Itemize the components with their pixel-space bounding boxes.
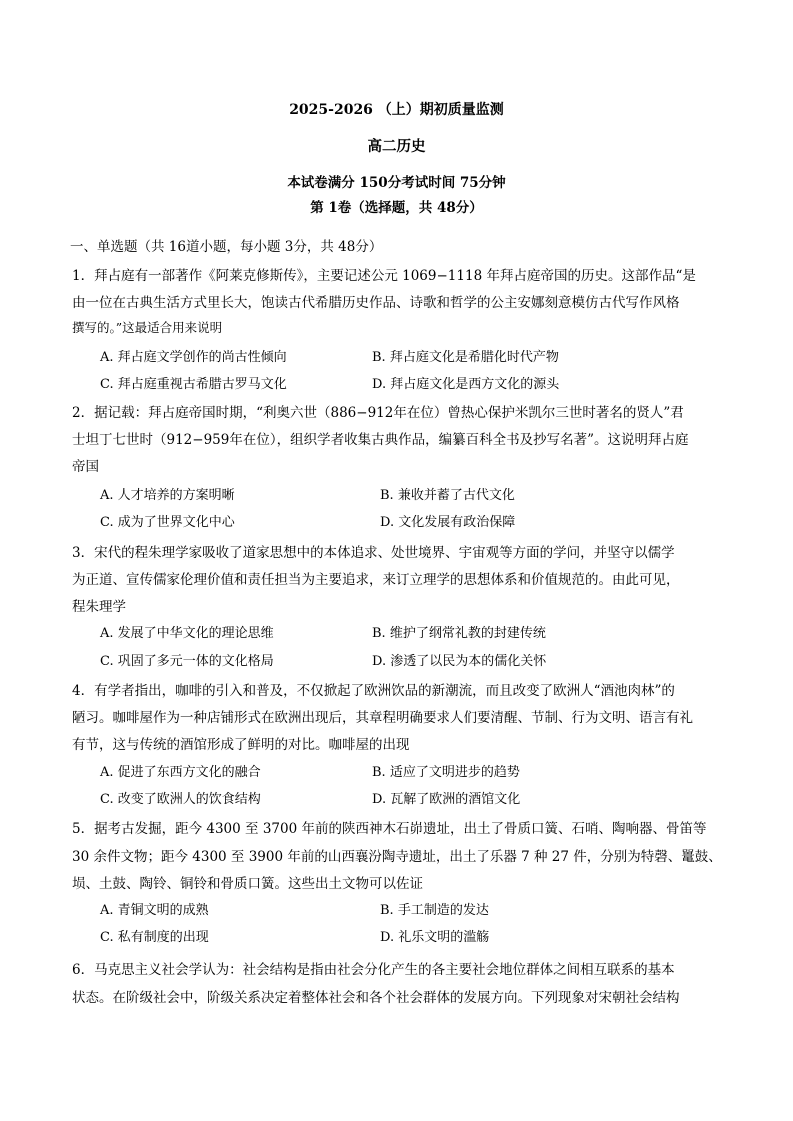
q2-option-c: C. 成为了世界文化中心 — [100, 515, 235, 530]
q6-line-2: 状态。在阶级社会中，阶级关系决定着整体社会和各个社会群体的发展方向。下列现象对宋朝社会结构 — [72, 990, 680, 1006]
q3-line-1: 3．宋代的程朱理学家吸收了道家思想中的本体追求、处世境界、宇宙观等方面的学问，并坚守以儒学 — [72, 545, 675, 561]
q6-line-1: 6．马克思主义社会学认为：社会结构是指由社会分化产生的各主要社会地位群体之间相互联系的基本 — [72, 962, 675, 978]
q2-line-2: 士坦丁七世时（912−959年在位），组织学者收集古典作品，编纂百科全书及抄写名著”。这说明拜占庭 — [72, 432, 689, 448]
q5-line-2: 30 余件文物；距今 4300 至 3900 年前的山西襄汾陶寺遗址，出土了乐器 7 种 27 件，分别为特磬、鼍鼓、 — [72, 849, 722, 865]
q1-option-d: D. 拜占庭文化是西方文化的源头 — [372, 377, 560, 392]
subject-title: 高二历史 — [367, 138, 426, 155]
q1-line-2: 由一位在古典生活方式里长大，饱读古代希腊历史作品、诗歌和哲学的公主安娜刻意模仿古代写作风格 — [72, 295, 680, 311]
q1-line-3: 撰写的。”这最适合用来说明 — [72, 320, 223, 335]
q3-option-d: D. 渗透了以民为本的儒化关怀 — [372, 654, 547, 669]
q4-line-2: 陋习。咖啡屋作为一种店铺形式在欧洲出现后，其章程明确要求人们要清醒、节制、行为文明、语言有礼 — [72, 710, 693, 726]
q4-option-b: B. 适应了文明进步的趋势 — [372, 765, 520, 780]
q1-option-a: A. 拜占庭文学创作的尚古性倾向 — [100, 350, 287, 365]
q4-line-3: 有节，这与传统的酒馆形成了鲜明的对比。咖啡屋的出现 — [72, 737, 410, 753]
q5-option-d: D. 礼乐文明的滥觞 — [380, 930, 490, 945]
q5-option-c: C. 私有制度的出现 — [100, 930, 209, 945]
q3-line-2: 为正道、宣传儒家伦理价值和责任担当为主要追求，来订立理学的思想体系和价值规范的。由此可见， — [72, 572, 680, 588]
section-heading: 一、单选题（共 16道小题，每小题 3分，共 48分） — [70, 239, 383, 255]
q2-option-b: B. 兼收并蓄了古代文化 — [380, 488, 515, 503]
q2-line-3: 帝国 — [72, 459, 99, 475]
exam-title: 2025-2026 （上）期初质量监测 — [289, 102, 504, 118]
q3-option-b: B. 维护了纲常礼教的封建传统 — [372, 626, 546, 641]
q4-line-1: 4．有学者指出，咖啡的引入和普及，不仅掀起了欧洲饮品的新潮流，而且改变了欧洲人“酒池肉林”的 — [72, 683, 675, 699]
q4-option-c: C. 改变了欧洲人的饮食结构 — [100, 792, 261, 807]
q1-line-1: 1．拜占庭有一部著作《阿莱克修斯传》，主要记述公元 1069−1118 年拜占庭帝国的历史。这部作品“是 — [72, 268, 696, 284]
q2-line-1: 2．据记载：拜占庭帝国时期，“利奥六世（886−912年在位）曾热心保护米凯尔三世时著名的贤人”君 — [72, 405, 684, 421]
q5-line-1: 5．据考古发掘，距今 4300 至 3700 年前的陕西神木石峁遗址，出土了骨质口簧、石哨、陶响器、骨笛等 — [72, 821, 707, 837]
q1-option-c: C. 拜占庭重视古希腊古罗马文化 — [100, 377, 287, 392]
q3-option-c: C. 巩固了多元一体的文化格局 — [100, 654, 274, 669]
q4-option-d: D. 瓦解了欧洲的酒馆文化 — [372, 792, 521, 807]
part-title: 第 1卷（选择题，共 48分） — [310, 200, 483, 216]
q3-option-a: A. 发展了中华文化的理论思维 — [100, 626, 274, 641]
q5-option-a: A. 青铜文明的成熟 — [100, 903, 209, 918]
q2-option-d: D. 文化发展有政治保障 — [380, 515, 516, 530]
q4-option-a: A. 促进了东西方文化的融合 — [100, 765, 261, 780]
q5-option-b: B. 手工制造的发达 — [380, 903, 489, 918]
q1-option-b: B. 拜占庭文化是希腊化时代产物 — [372, 350, 559, 365]
exam-info: 本试卷满分 150分考试时间 75分钟 — [287, 175, 506, 191]
q3-line-3: 程朱理学 — [72, 599, 126, 615]
q2-option-a: A. 人才培养的方案明晰 — [100, 488, 235, 503]
q5-line-3: 埙、土鼓、陶铃、铜铃和骨质口簧。这些出土文物可以佐证 — [72, 876, 423, 892]
